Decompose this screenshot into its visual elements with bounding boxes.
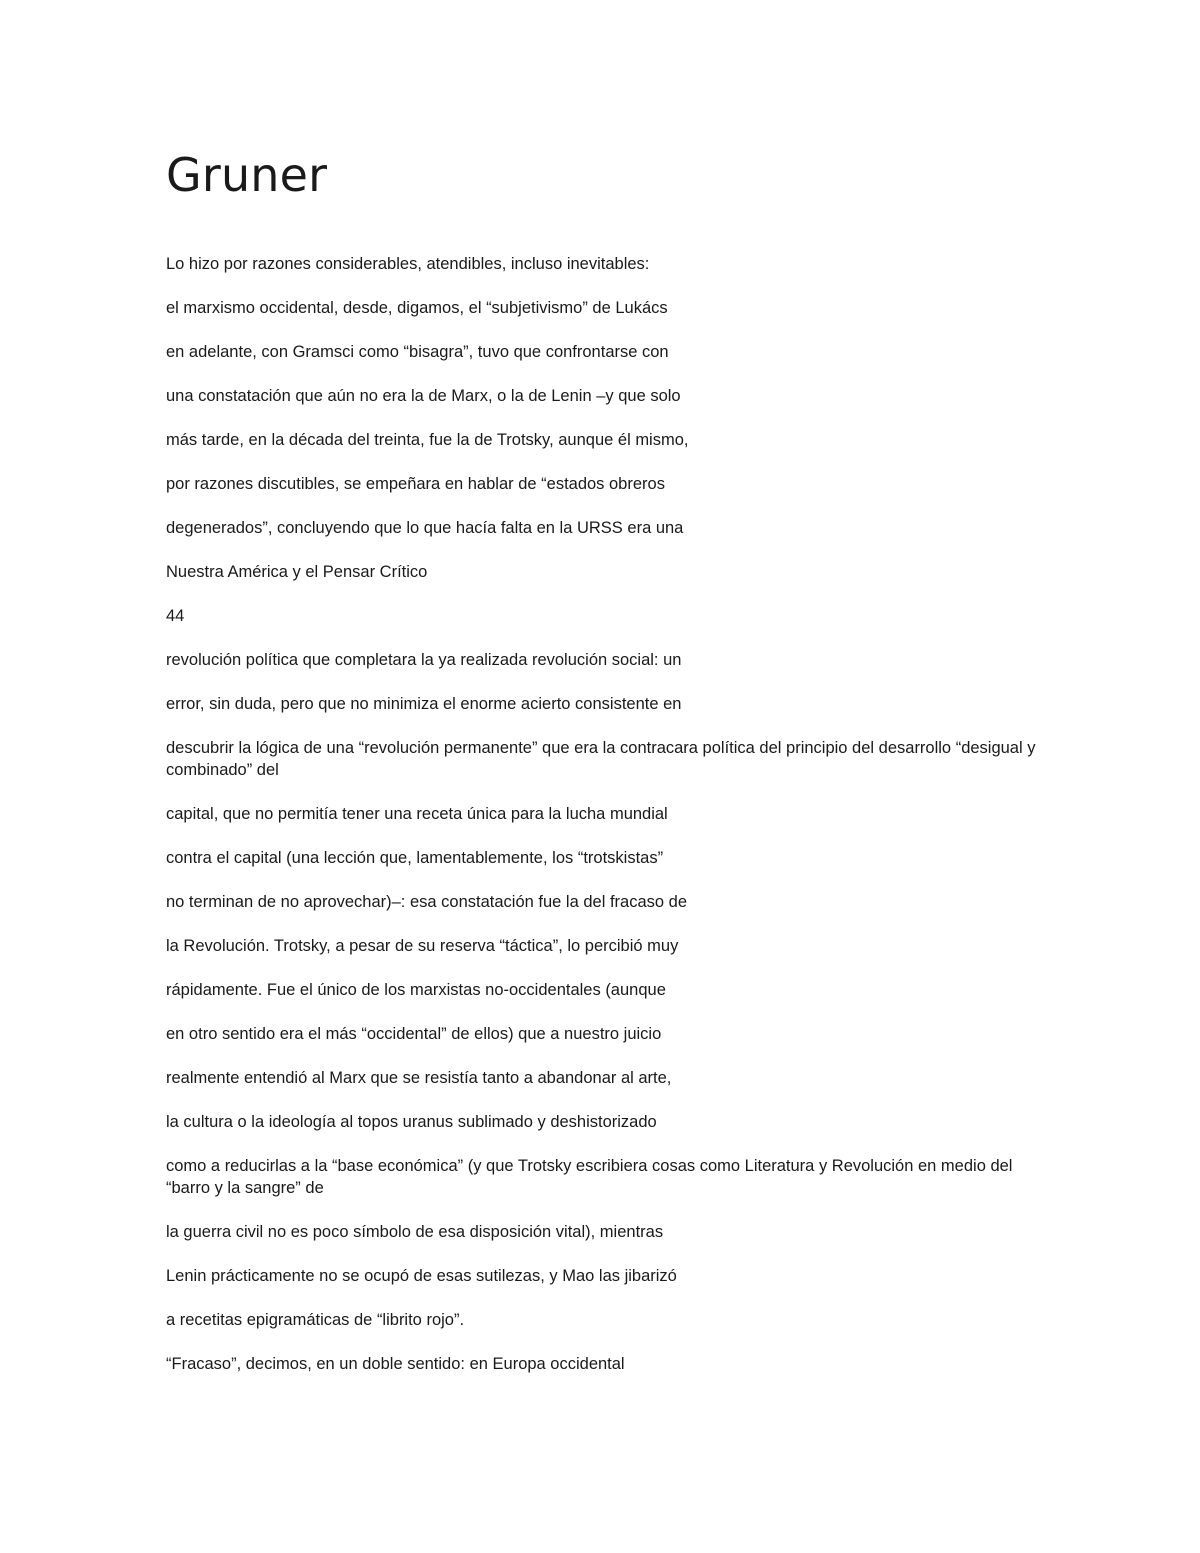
page-number: 44 <box>166 607 185 625</box>
paragraph: Lenin prácticamente no se ocupó de esas sutilezas, y Mao las jibarizó <box>166 1267 677 1285</box>
paragraph: la Revolución. Trotsky, a pesar de su reserva “táctica”, lo percibió muy <box>166 937 679 955</box>
document-title: Gruner <box>166 148 328 202</box>
running-header: Nuestra América y el Pensar Crítico <box>166 563 428 581</box>
paragraph: en otro sentido era el más “occidental” de ellos) que a nuestro juicio <box>166 1025 662 1043</box>
paragraph: degenerados”, concluyendo que lo que hacía falta en la URSS era una <box>166 519 684 537</box>
paragraph: en adelante, con Gramsci como “bisagra”, tuvo que confrontarse con <box>166 343 669 361</box>
paragraph: error, sin duda, pero que no minimiza el enorme acierto consistente en <box>166 695 682 713</box>
paragraph: como a reducirlas a la “base económica” (y que Trotsky escribiera cosas como Literatura y Revolución en medio del “barro y la sangre” de <box>166 1157 1013 1197</box>
paragraph: por razones discutibles, se empeñara en hablar de “estados obreros <box>166 475 665 493</box>
paragraph: el marxismo occidental, desde, digamos, el “subjetivismo” de Lukács <box>166 299 668 317</box>
paragraph: “Fracaso”, decimos, en un doble sentido: en Europa occidental <box>166 1355 625 1373</box>
paragraph: la cultura o la ideología al topos uranus sublimado y deshistorizado <box>166 1113 657 1131</box>
document-body <box>166 253 1046 1397</box>
paragraph: realmente entendió al Marx que se resistía tanto a abandonar al arte, <box>166 1069 672 1087</box>
paragraph: rápidamente. Fue el único de los marxistas no-occidentales (aunque <box>166 981 666 999</box>
paragraph: no terminan de no aprovechar)–: esa constatación fue la del fracaso de <box>166 893 687 911</box>
paragraph: contra el capital (una lección que, lamentablemente, los “trotskistas” <box>166 849 664 867</box>
paragraph: Lo hizo por razones considerables, atendibles, incluso inevitables: <box>166 255 650 273</box>
paragraph: la guerra civil no es poco símbolo de esa disposición vital), mientras <box>166 1223 664 1241</box>
paragraph: a recetitas epigramáticas de “librito rojo”. <box>166 1311 465 1329</box>
paragraph: capital, que no permitía tener una receta única para la lucha mundial <box>166 805 668 823</box>
paragraph: descubrir la lógica de una “revolución permanente” que era la contracara política del principio del desarrollo “desigual y combinado” del <box>166 739 1036 779</box>
paragraph: más tarde, en la década del treinta, fue la de Trotsky, aunque él mismo, <box>166 431 689 449</box>
paragraph: revolución política que completara la ya realizada revolución social: un <box>166 651 682 669</box>
paragraph: una constatación que aún no era la de Marx, o la de Lenin –y que solo <box>166 387 681 405</box>
